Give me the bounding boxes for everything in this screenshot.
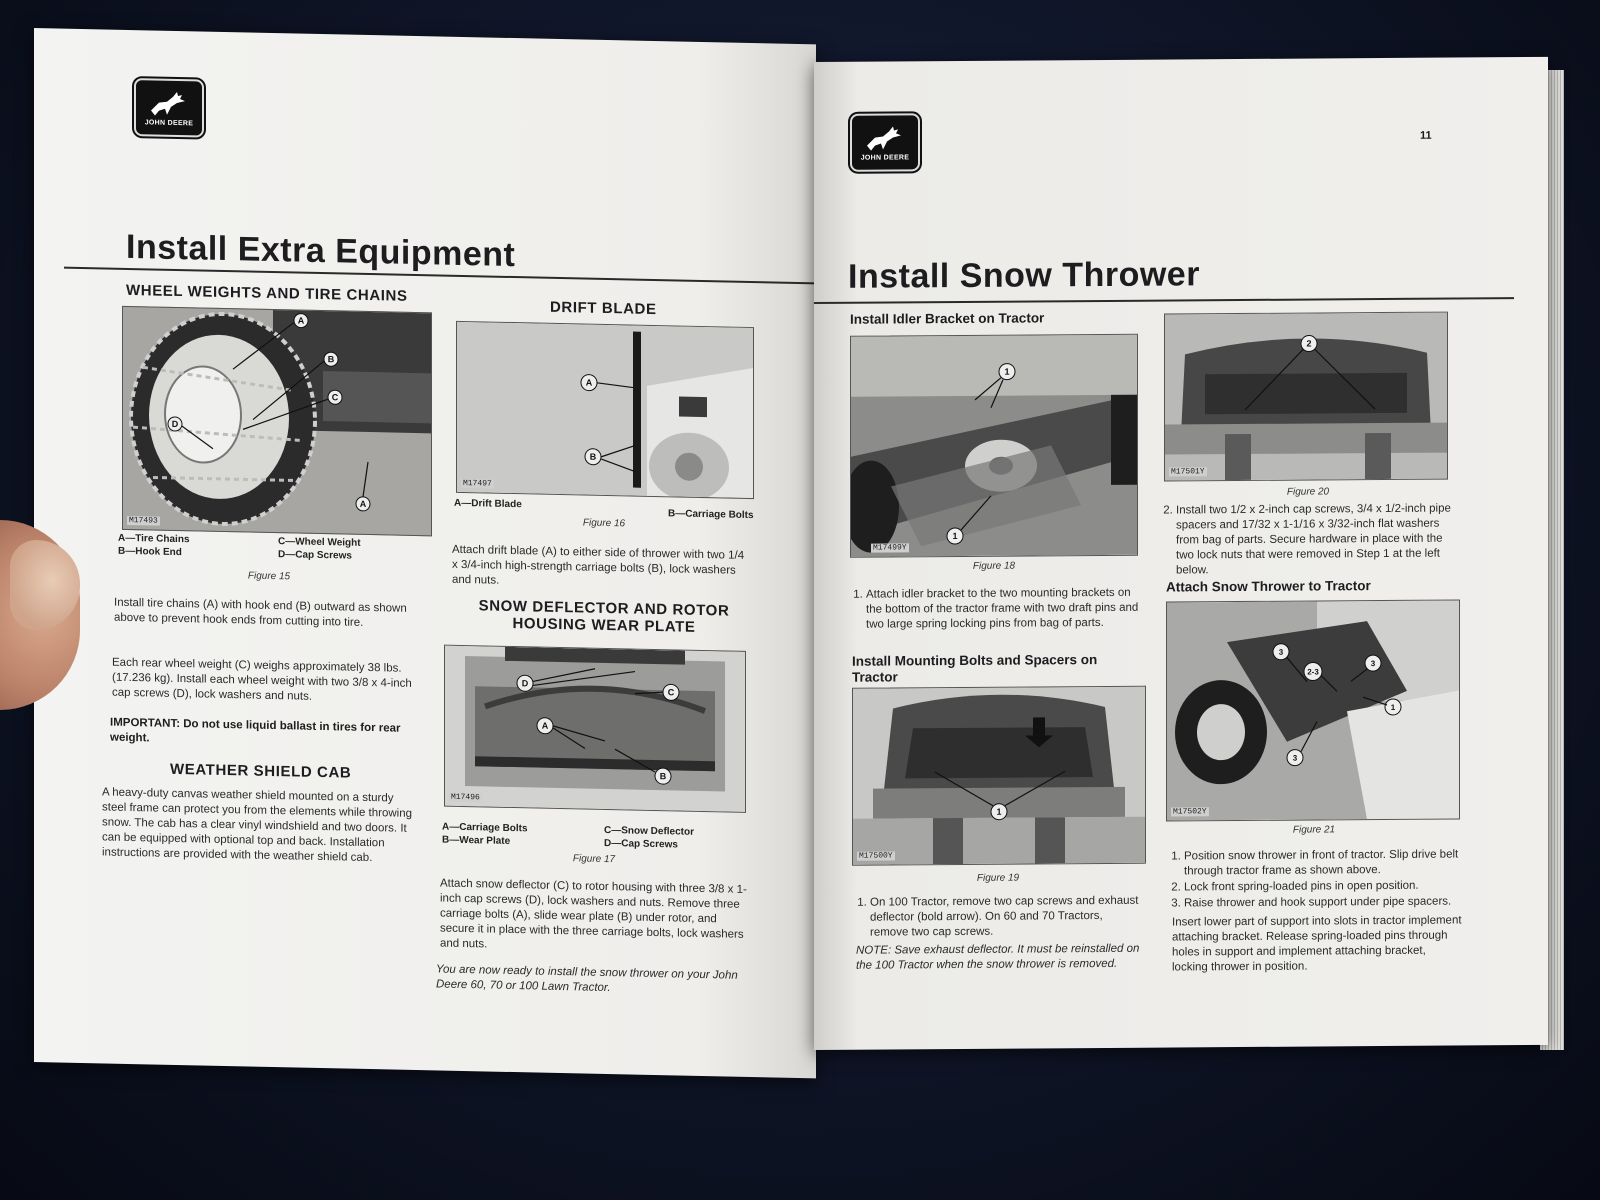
attach-step-1: 1. Position snow thrower in front of tractor. Slip drive belt through tractor frame as shown above. [1184,847,1462,879]
mounting-steps [854,894,1144,942]
cab-paragraph: A heavy-duty canvas weather shield mounted on a sturdy steel frame can protect you from the elements while throwing snow. The cab has a clear vinyl windshield and two doors. It can be equipped with optional top and back. Installation instructions are provided with the weather shield cab. [102,786,413,865]
svg-text:3: 3 [1278,647,1284,657]
figure-18-caption: Figure 18 [972,560,1016,572]
deer-logo-icon [863,123,907,153]
logo-text: JOHN DEERE [144,119,194,128]
image-code: M17500Y [859,851,893,861]
svg-text:1: 1 [952,530,958,542]
figure-17-legend-left [442,821,528,849]
svg-text:B: B [659,771,667,782]
mounting-step-1: 1. On 100 Tractor, remove two cap screws and exhaust deflector (bold arrow). On 60 and 70 Tractors, remove two cap screws. [870,894,1144,941]
legend-item: B—Hook End [118,545,182,559]
ready-paragraph: You are now ready to install the snow thrower on your John Deere 60, 70 or 100 Lawn Tractor. [436,963,738,995]
wheel-paragraph-1: Install tire chains (A) with hook end (B) outward as shown above to prevent hook ends from cutting into tire. [114,596,407,629]
figure-19-photo [852,686,1146,866]
fig20-steps [1160,502,1452,580]
logo-text: JOHN DEERE [860,154,910,162]
attach-step-2: 2. Lock front spring-loaded pins in open position. [1184,878,1462,895]
figure-16-caption: Figure 16 [582,517,626,530]
section-heading-weather-cab: WEATHER SHIELD CAB [170,760,352,782]
figure-16-photo [456,321,754,499]
legend-item: C—Snow Deflector [604,824,695,838]
svg-text:1: 1 [996,806,1002,817]
image-code: M17497 [463,478,492,489]
idler-step-1: 1. Attach idler bracket to the two mounting brackets on the bottom of the tractor frame with two draft pins and two large spring locking pins from bag of parts. [866,586,1140,633]
attach-steps [1168,847,1462,912]
image-code: M17493 [129,515,158,526]
image-code: M17496 [451,792,480,803]
figure-20-caption: Figure 20 [1286,486,1330,498]
legend-item: A—Carriage Bolts [442,821,528,835]
legend-item: D—Cap Screws [278,549,352,562]
drift-paragraph: Attach drift blade (A) to either side of thrower with two 1/4 x 3/4-inch high-strength carriage bolts (B), lock washers and nuts. [452,543,745,587]
figure-17-legend-right [604,824,694,852]
svg-text:A: A [297,315,305,326]
svg-text:1: 1 [1390,702,1396,712]
svg-text:2-3: 2-3 [1307,667,1319,677]
deer-logo-icon [147,88,191,119]
figure-15-legend-left [118,532,278,561]
section-heading-attach: Attach Snow Thrower to Tractor [1166,578,1371,595]
svg-text:A: A [359,498,367,509]
svg-text:D: D [171,418,179,430]
left-page [34,28,816,1078]
figure-20-photo [1164,312,1448,482]
page-number: 11 [1420,129,1432,142]
figure-15-legend-right [278,535,438,564]
section-heading-wheel-weights: WHEEL WEIGHTS AND TIRE CHAINS [126,281,408,305]
section-heading-idler: Install Idler Bracket on Tractor [850,310,1045,327]
image-code: M17501Y [1171,467,1205,477]
figure-18-photo [850,334,1138,558]
figure-19-caption: Figure 19 [976,872,1020,884]
step-2: 2. Install two 1/2 x 2-inch cap screws, 3/4 x 1/2-inch pipe spacers and 17/32 x 1-1/16 x 3/32-inch flat washers from bag of parts. Secure hardware in place with the two lock nuts that were removed in Step 1 at the left below. [1176,502,1452,579]
svg-text:3: 3 [1292,753,1298,763]
figure-16-legend-b: B—Carriage Bolts [668,508,754,522]
john-deere-logo [850,113,920,171]
svg-text:1: 1 [1004,366,1010,377]
attach-step-3: 3. Raise thrower and hook support under pipe spacers. [1184,894,1462,911]
legend-item: B—Wear Plate [442,834,511,847]
svg-text:B: B [589,451,597,462]
section-heading-snow-deflector: SNOW DEFLECTOR AND ROTOR HOUSING WEAR PLATE [478,597,730,636]
idler-steps [850,586,1140,634]
section-heading-drift-blade: DRIFT BLADE [550,298,657,319]
title-rule [814,297,1514,304]
attach-paragraph: Insert lower part of support into slots in tractor implement attaching bracket. Release spring-loaded pins through holes in support and implement attaching bracket, locking thrower in position. [1172,914,1462,974]
deflector-paragraph: Attach snow deflector (C) to rotor housing with three 3/8 x 1-inch cap screws (D), lock washers and nuts. Remove three carriage bolts (A), slide wear plate (B) under rotor, and secure it in place with the three carriage bolts, lock washers and nuts. [440,877,747,951]
svg-text:D: D [521,678,529,689]
right-page [814,57,1548,1050]
john-deere-logo [134,78,204,137]
figure-17-caption: Figure 17 [572,853,616,866]
legend-item: D—Cap Screws [604,837,678,851]
important-note: IMPORTANT: Do not use liquid ballast in tires for rear weight. [110,716,401,745]
legend-item: C—Wheel Weight [278,536,361,549]
section-heading-mounting: Install Mounting Bolts and Spacers on Tractor [852,652,1098,685]
figure-21-caption: Figure 21 [1292,824,1336,836]
svg-text:2: 2 [1306,338,1312,349]
page-title: Install Snow Thrower [848,255,1200,296]
svg-text:A: A [585,377,593,388]
legend-item: A—Tire Chains [118,532,190,546]
figure-15-caption: Figure 15 [247,570,291,583]
svg-text:C: C [331,392,339,403]
mounting-note: NOTE: Save exhaust deflector. It must be reinstalled on the 100 Tractor when the snow thrower is removed. [856,942,1140,972]
svg-text:3: 3 [1370,659,1376,669]
figure-17-photo [444,645,746,813]
image-code: M17502Y [1173,807,1207,817]
figure-15-photo [122,306,432,536]
figure-16-legend-a: A—Drift Blade [454,497,522,511]
svg-text:A: A [541,720,549,731]
figure-21-photo [1166,599,1460,821]
svg-text:B: B [327,354,335,365]
image-code: M17499Y [873,543,907,553]
svg-text:C: C [667,687,675,698]
wheel-paragraph-2: Each rear wheel weight (C) weighs approximately 38 lbs. (17.236 kg). Install each wheel weight with two 3/8 x 4-inch cap screws (D), lock washers and nuts. [112,656,412,703]
page-title: Install Extra Equipment [126,227,516,275]
